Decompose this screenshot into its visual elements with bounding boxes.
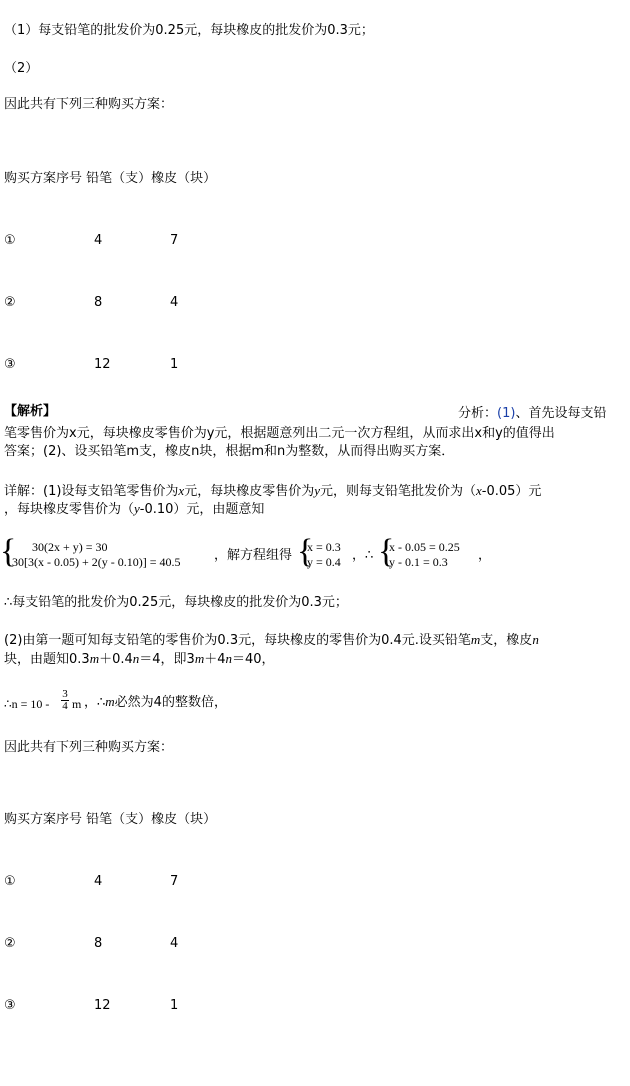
detail-line-5: ，∴m必然为4的整数倍， [84, 694, 227, 710]
plan-number: ③ [4, 357, 16, 372]
plan-number: ③ [4, 998, 16, 1013]
plan-number: ① [4, 874, 16, 889]
equation: 30[3(x - 0.05) + 2(y - 0.10)] = 40.5 [12, 555, 181, 569]
expression-left: ∴n = 10 - [4, 697, 50, 711]
eraser-count: 1 [170, 998, 179, 1013]
equation: y = 0.4 [307, 555, 341, 569]
detail-line-4: 块，由题知0.3m＋0.4n＝4，即3m＋4n＝40， [4, 651, 275, 667]
analysis-line-3: 答案；(2)、设买铅笔m支，橡皮n块，根据m和n为整数，从而得出购买方案． [4, 444, 455, 459]
equation: x = 0.3 [307, 540, 341, 554]
therefore-symbol: ，∴ [352, 548, 374, 563]
left-brace: { [297, 533, 314, 570]
answer-plans-intro: 因此共有下列三种购买方案： [4, 97, 174, 112]
equation: y - 0.1 = 0.3 [389, 555, 448, 569]
eraser-count: 4 [170, 936, 179, 951]
numerator: 3 [62, 688, 68, 700]
fraction [61, 689, 69, 712]
detail-conclusion-1: ∴每支铅笔的批发价为0.25元，每块橡皮的批发价为0.3元； [4, 595, 348, 610]
denominator: 4 [62, 700, 68, 712]
answer-table-header: 购买方案序号 铅笔（支）橡皮（块） [4, 171, 217, 186]
left-brace: { [378, 533, 395, 570]
detail-table-header: 购买方案序号 铅笔（支）橡皮（块） [4, 812, 217, 827]
eraser-count: 1 [170, 357, 179, 372]
equation: x - 0.05 = 0.25 [389, 540, 460, 554]
pencil-count: 8 [94, 295, 103, 310]
detail-plans-intro: 因此共有下列三种购买方案： [4, 740, 174, 755]
equation: 30(2x + y) = 30 [32, 540, 108, 554]
detail-line-3: (2)由第一题可知每支铅笔的零售价为0.3元，每块橡皮的零售价为0.4元.设买铅笔m支，橡皮n [4, 632, 539, 648]
pencil-count: 12 [94, 998, 111, 1013]
solve-text: ，解方程组得 [214, 548, 293, 563]
pencil-count: 8 [94, 936, 103, 951]
pencil-count: 4 [94, 233, 103, 248]
answer-line-1: （1）每支铅笔的批发价为0.25元，每块橡皮的批发价为0.3元； [4, 23, 374, 38]
eraser-count: 4 [170, 295, 179, 310]
plan-number: ① [4, 233, 16, 248]
trailing-comma: ， [478, 548, 492, 563]
plan-number: ② [4, 936, 16, 951]
analysis-line-2: 笔零售价为x元，每块橡皮零售价为y元，根据题意列出二元一次方程组，从而求出x和y的值得出 [4, 426, 555, 441]
pencil-count: 4 [94, 874, 103, 889]
plan-number: ② [4, 295, 16, 310]
detail-line-2: ，每块橡皮零售价为（y-0.10）元，由题意知 [4, 501, 265, 517]
answer-line-2: （2） [4, 61, 39, 76]
analysis-line-1: 分析：(1)、首先设每支铅 [458, 406, 607, 421]
eraser-count: 7 [170, 233, 179, 248]
analysis-label: 分析： [458, 406, 498, 421]
analysis-heading: 【解析】 [4, 404, 57, 419]
variable-m: m [72, 697, 82, 711]
analysis-part-one: (1) [497, 406, 516, 421]
eraser-count: 7 [170, 874, 179, 889]
left-brace: { [0, 533, 17, 570]
detail-line-1: 详解：(1)设每支铅笔零售价为x元，每块橡皮零售价为y元，则每支铅笔批发价为（x-0.05）元 [4, 483, 542, 499]
pencil-count: 12 [94, 357, 111, 372]
